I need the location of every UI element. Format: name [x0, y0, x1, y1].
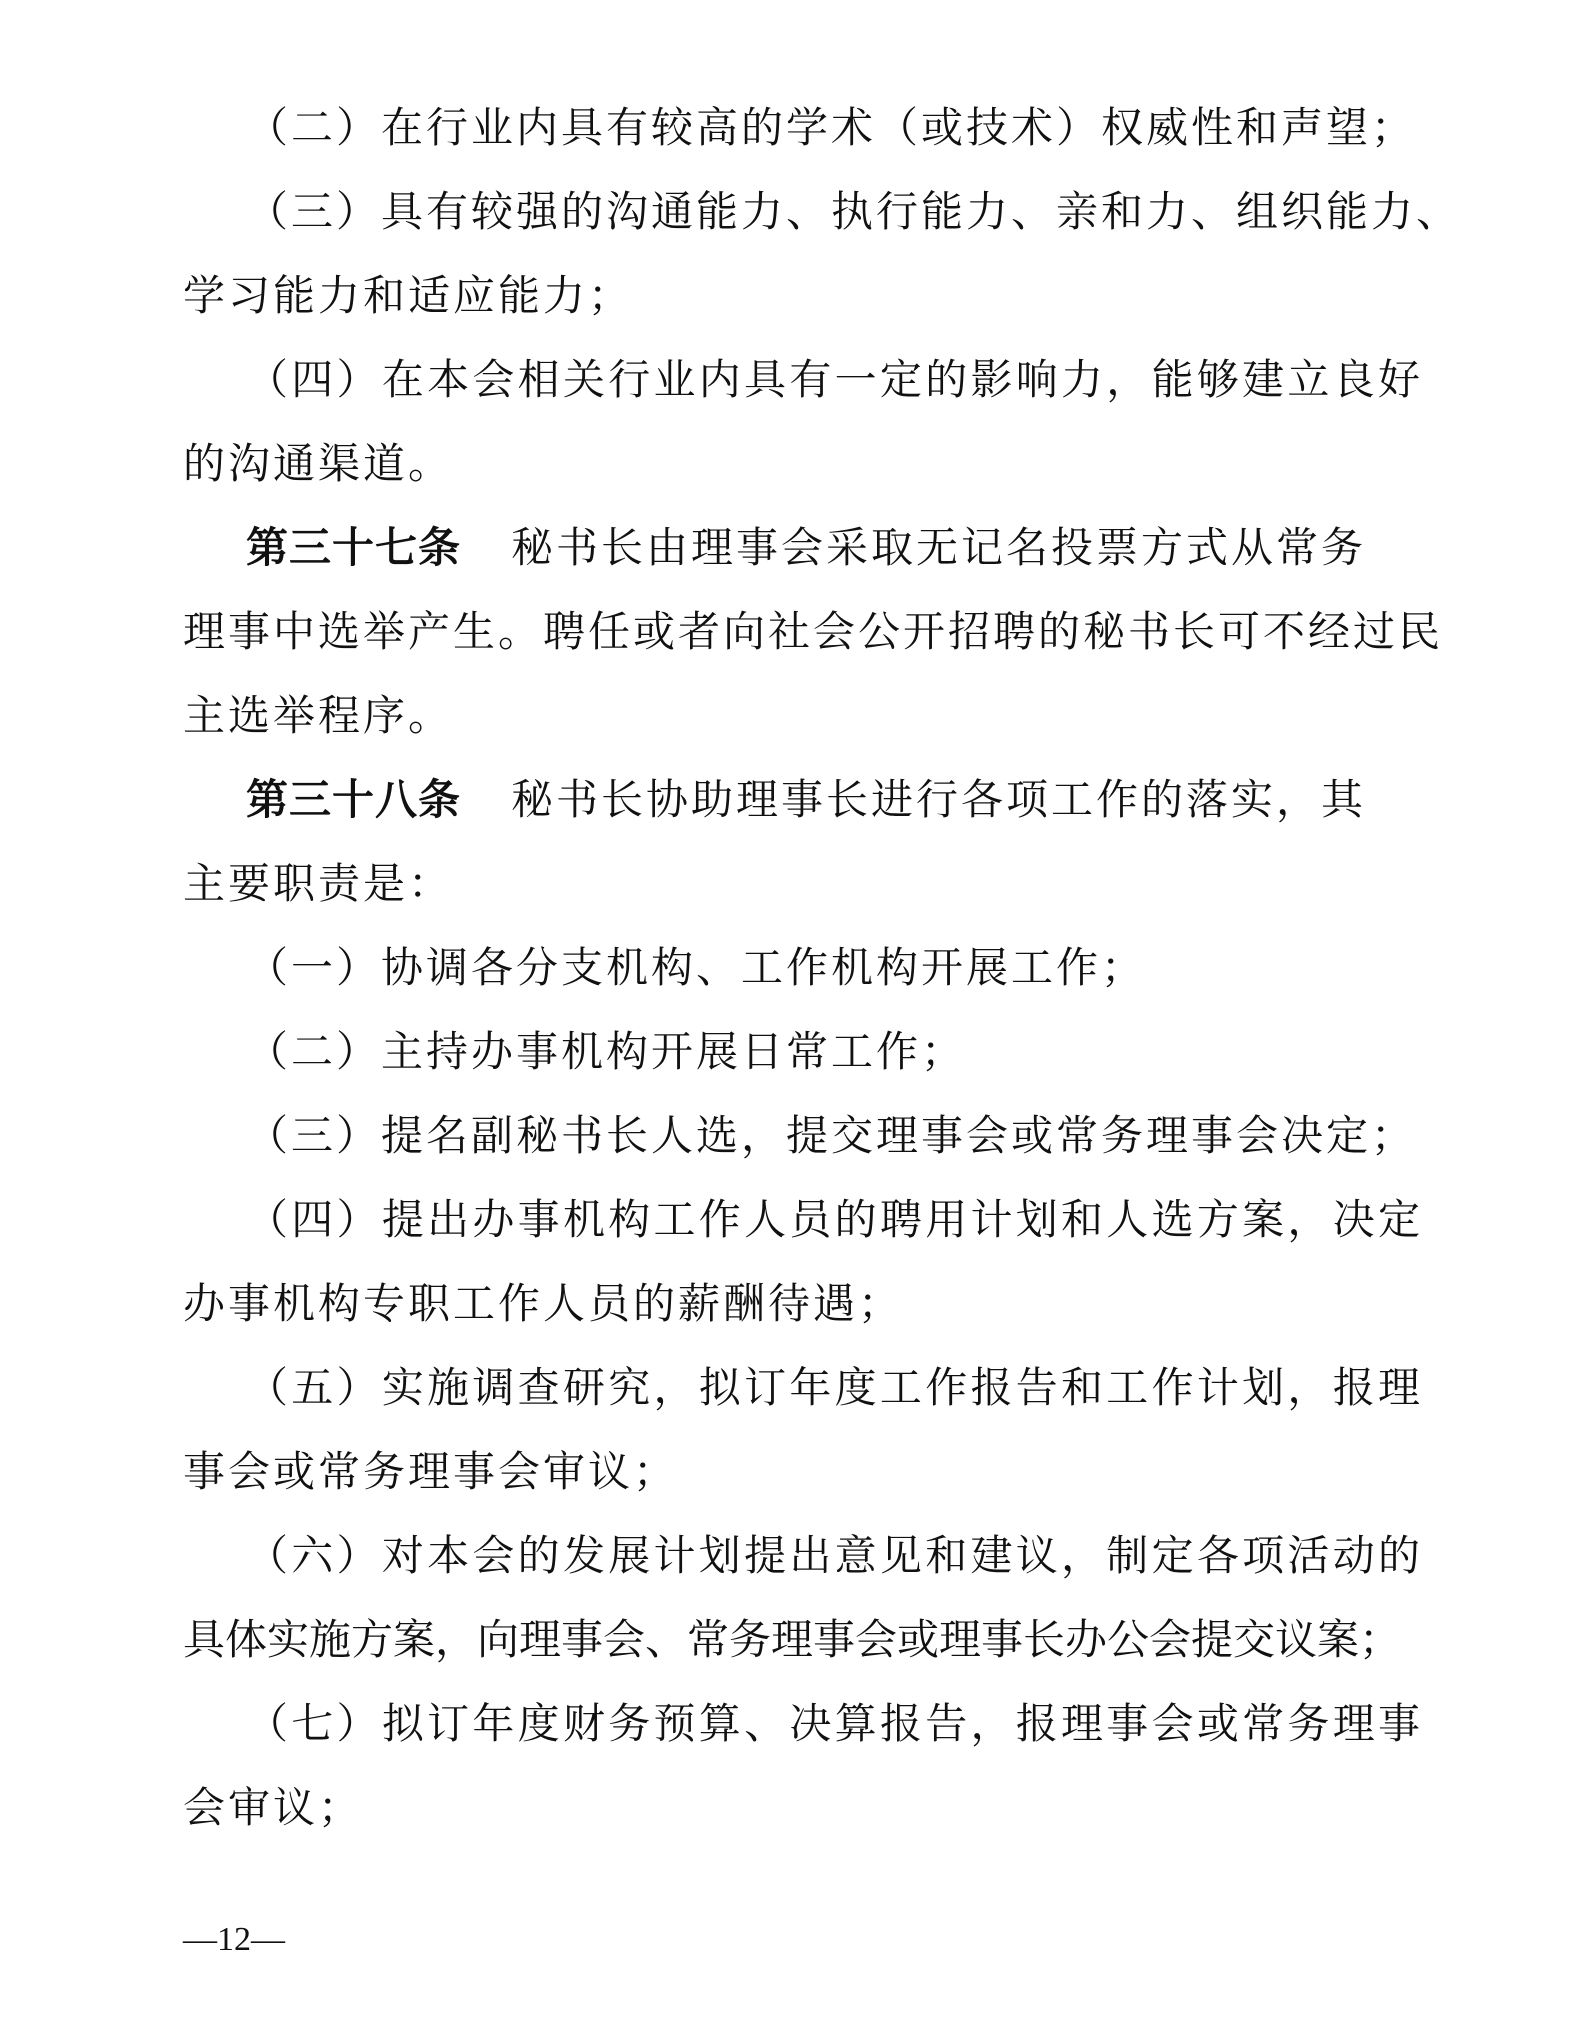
paragraph-line: 主要职责是： — [183, 859, 454, 908]
paragraph-line: 学习能力和适应能力； — [183, 271, 634, 320]
paragraph-line: 主选举程序。 — [183, 691, 454, 740]
paragraph-line: 办事机构专职工作人员的薪酬待遇； — [183, 1279, 904, 1328]
paragraph-text: 秘书长由理事会采取无记名投票方式从常务 — [511, 523, 1367, 572]
paragraph-line: （五）实施调查研究，拟订年度工作报告和工作计划，报理 — [246, 1363, 1423, 1412]
paragraph-line: （四）提出办事机构工作人员的聘用计划和人选方案，决定 — [246, 1195, 1423, 1244]
paragraph-line: （四）在本会相关行业内具有一定的影响力，能够建立良好 — [246, 355, 1423, 404]
paragraph-line: （三）提名副秘书长人选，提交理事会或常务理事会决定； — [246, 1111, 1417, 1160]
paragraph-line: （六）对本会的发展计划提出意见和建议，制定各项活动的 — [246, 1531, 1423, 1580]
article-37-heading: 第三十七条 — [246, 523, 462, 572]
paragraph-line: 的沟通渠道。 — [183, 439, 454, 488]
paragraph-line: 具体实施方案，向理事会、常务理事会或理事长办公会提交议案； — [183, 1615, 1402, 1664]
paragraph-line: （二）在行业内具有较高的学术（或技术）权威性和声望； — [246, 103, 1417, 152]
paragraph-line: （二）主持办事机构开展日常工作； — [246, 1027, 967, 1076]
article-37-first-line — [246, 520, 1423, 576]
page-number: —12— — [183, 1921, 285, 1958]
paragraph-line: （七）拟订年度财务预算、决算报告，报理事会或常务理事 — [246, 1699, 1423, 1748]
paragraph-text: 秘书长协助理事长进行各项工作的落实，其 — [511, 775, 1367, 824]
article-38-heading: 第三十八条 — [246, 775, 462, 824]
paragraph-line: 理事中选举产生。聘任或者向社会公开招聘的秘书长可不经过民 — [183, 607, 1444, 656]
paragraph-line: 事会或常务理事会审议； — [183, 1447, 679, 1496]
paragraph-line: 会审议； — [183, 1783, 364, 1832]
article-38-first-line — [246, 772, 1423, 828]
paragraph-line: （一）协调各分支机构、工作机构开展工作； — [246, 943, 1147, 992]
paragraph-line: （三）具有较强的沟通能力、执行能力、亲和力、组织能力、 — [246, 187, 1462, 236]
